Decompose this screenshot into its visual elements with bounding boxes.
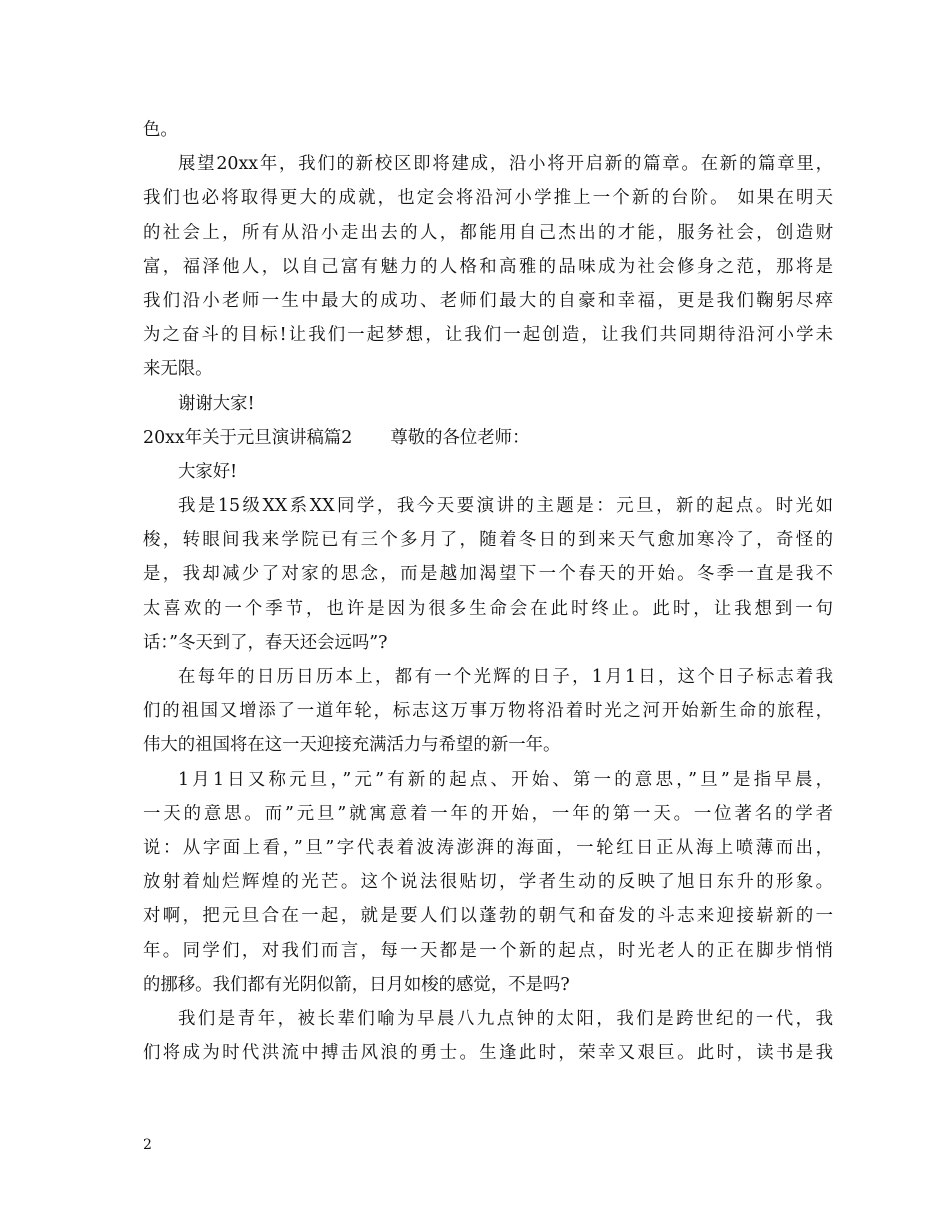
text-line: 一天的意思。而”元旦”就寓意着一年的开始，一年的第一天。一位著名的学者 xyxy=(143,803,833,824)
text-line: 对啊，把元旦合在一起，就是要人们以蓬勃的朝气和奋发的斗志来迎接崭新的一 xyxy=(143,906,833,927)
salutation: 尊敬的各位老师： xyxy=(390,427,530,448)
text-line: 为之奋斗的目标!让我们一起梦想，让我们一起创造，让我们共同期待沿河小学未 xyxy=(143,325,833,346)
text-line: 说：从字面上看，”旦”字代表着波涛澎湃的海面，一轮红日正从海上喷薄而出， xyxy=(143,837,833,858)
text-line: 我们是青年，被长辈们喻为早晨八九点钟的太阳，我们是跨世纪的一代，我 xyxy=(178,1008,833,1029)
text-line: 大家好! xyxy=(178,461,238,482)
text-line: 我是15级XX系XX同学，我今天要演讲的主题是：元旦，新的起点。时光如 xyxy=(178,496,833,517)
text-line: 年。同学们，对我们而言，每一天都是一个新的起点，时光老人的正在脚步悄悄 xyxy=(143,940,833,961)
text-line: 我们也必将取得更大的成就，也定会将沿河小学推上一个新的台阶。 如果在明天 xyxy=(143,188,833,209)
text-line: 我们沿小老师一生中最大的成功、老师们最大的自豪和幸福，更是我们鞠躬尽瘁 xyxy=(143,290,833,311)
text-line: 话：”冬天到了，春天还会远吗”? xyxy=(143,632,388,653)
text-line: 太喜欢的一个季节，也许是因为很多生命会在此时终止。此时，让我想到一句 xyxy=(143,598,833,619)
text-line: 伟大的祖国将在这一天迎接充满活力与希望的新一年。 xyxy=(143,735,561,756)
text-line: 1月1日又称元旦，”元”有新的起点、开始、第一的意思，”旦”是指早晨， xyxy=(178,769,833,790)
text-line: 是，我却减少了对家的思念，而是越加渴望下一个春天的开始。冬季一直是我不 xyxy=(143,564,833,585)
text-line: 展望20xx年，我们的新校区即将建成，沿小将开启新的篇章。在新的篇章里， xyxy=(178,154,833,175)
text-line: 来无限。 xyxy=(143,359,213,380)
text-line: 们的祖国又增添了一道年轮，标志这万事万物将沿着时光之河开始新生命的旅程， xyxy=(143,701,833,722)
text-line: 谢谢大家! xyxy=(178,393,255,414)
text-line: 们将成为时代洪流中搏击风浪的勇士。生逢此时，荣幸又艰巨。此时，读书是我 xyxy=(143,1043,833,1064)
text-line: 的挪移。我们都有光阴似箭，日月如梭的感觉，不是吗? xyxy=(143,974,570,995)
text-line: 放射着灿烂辉煌的光芒。这个说法很贴切，学者生动的反映了旭日东升的形象。 xyxy=(143,872,833,893)
section-heading-line xyxy=(143,421,833,455)
section-title: 20xx年关于元旦演讲稿篇2 xyxy=(143,427,353,448)
text-line: 在每年的日历日历本上，都有一个光辉的日子，1月1日，这个日子标志着我 xyxy=(178,667,833,687)
text-line: 的社会上，所有从沿小走出去的人，都能用自己杰出的才能，服务社会，创造财 xyxy=(143,222,833,243)
text-line: 富，福泽他人，以自己富有魅力的人格和高雅的品味成为社会修身之范，那将是 xyxy=(143,256,833,277)
text-line: 色。 xyxy=(143,120,178,140)
body-text xyxy=(143,113,833,1070)
text-line: 梭，转眼间我来学院已有三个多月了，随着冬日的到来天气愈加寒冷了，奇怪的 xyxy=(143,530,833,551)
page-number: 2 xyxy=(143,1137,152,1153)
